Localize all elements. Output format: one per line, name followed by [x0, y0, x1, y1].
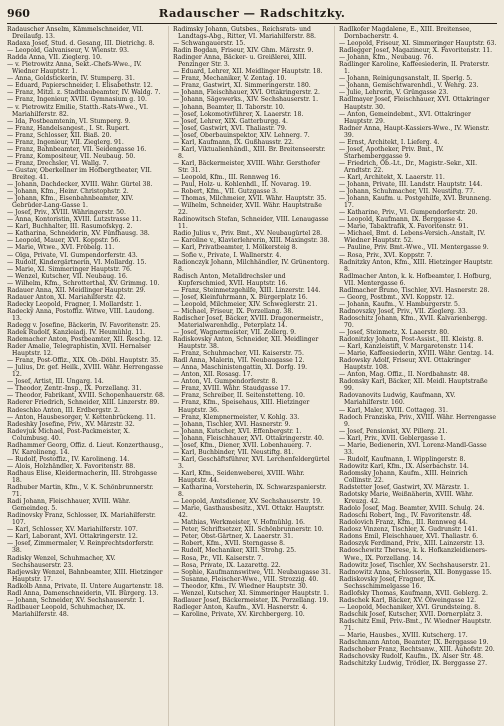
directory-entry: Radin Bogdan, Friseur, XIV. Ghm. Märzstr. 9.	[173, 47, 314, 55]
directory-entry: Radomsky Johann, Kaufm., XIII. Heinrich Collinstr. 22.	[339, 469, 468, 484]
directory-entry: — Anton, XII. Rosasg. 17.	[173, 371, 253, 379]
directory-entry: — Peter, Obst-Gärtner, X. Laaerstr. 31.	[173, 533, 294, 541]
directory-entry: — Anton, Mag. Offiz., II. Nordbahnstr. 48.	[339, 371, 470, 379]
directory-entry: — Johann, Tischler, XVI. Hasnerstr. 9.	[173, 420, 291, 428]
directory-entry: Radolo Josef, Mag. Beamter, XVIII. Schulg. 24.	[339, 505, 485, 513]
directory-entry: Radinovsky Franz, Schlosser, IX. Mariahilferstr. 107.	[7, 512, 156, 527]
directory-entry: — Karl, Laborant, XVI. Ottakringerstr. 12.	[7, 533, 138, 541]
directory-entry: — Wenzel, Kutscher, VII. Neubaug. 16.	[7, 272, 128, 280]
directory-entry: Radiskovsky Josef, Fragner, IX. Sechsschimmelgasse 16.	[339, 575, 436, 590]
directory-entry: — Anton, Gemeindebmt., XVI. Ottakringer Hauptstr. 29.	[339, 110, 471, 125]
directory-entry: — Johann, Private, III. Landstr. Hauptstr. 144.	[339, 181, 483, 189]
directory-entry: — Marie, XI. Simmeringer Hauptstr. 76.	[7, 265, 132, 273]
directory-entry: — Leopold, Friseur, XI. Simmeringer Hauptstr. 63.	[339, 40, 497, 48]
directory-entry: Radegg v. Josefine, Bäckerin, IV. Favoritenstr. 25.	[7, 321, 161, 329]
directory-entry: — Sophie, Kaufmannswitwe, VII. Neubaugasse 31.	[173, 568, 331, 576]
directory-entry: — Johann, Reinigungsanstalt, II. Sperlg. 5.	[339, 75, 473, 83]
directory-entry: Radschitzky Ludwig, Trödler, IX. Berggasse 27.	[339, 660, 488, 668]
directory-entry: — Marie, Wtwe., XVI. Fröbelg. 11.	[7, 244, 115, 252]
directory-entry: Radonsky Karl, Bäcker, XII. Meidl. Hauptstraße 99.	[339, 378, 488, 393]
directory-entry: — Franz, Bahnbeamter, VII. Seidengasse 16.	[7, 145, 147, 153]
directory-entry: Radeschko Anton, III. Erdbergstr. 2.	[7, 406, 120, 414]
directory-entry: — Karl, Privatbeamter, I. Mölkersteig 8.	[173, 244, 298, 252]
directory-entry: — Anton, Hausbesorger, V. Kettenbrückeng. 11.	[7, 413, 156, 421]
directory-entry: — Josef, Steinmetz, X. Laaerstr. 80.	[339, 329, 450, 337]
directory-entry: — Karl, Geschäftsführer, XVI. Lerchenfeldergürtel 3.	[173, 455, 330, 470]
directory-entry: — Leopold, Kfm., III. Rennweg 16.	[173, 173, 281, 181]
directory-entry: — Anna, Goldstickerin, IV. Stumperg. 31.	[7, 75, 135, 83]
directory-entry: — Franz, Schlosser, XII. Biaß. 20.	[7, 131, 112, 139]
directory-entry: Radotsky Marie, Weißnäherin, XVIII. Währ. Kreuzg. 42.	[339, 491, 474, 506]
directory-entry: — Karl, Kanzleistift, V. Margaretenstr. 114.	[339, 343, 474, 351]
directory-entry: Radisky Wenzel, Schuhmacher, XV. Sechshauserstr. 23.	[7, 554, 116, 569]
directory-entry: — Josef, Wagnermeister, VII. Zollerg. 9.	[173, 329, 297, 337]
directory-entry: — Johann, Fleischhauer, XVI. Ottakringerstr. 2.	[173, 89, 320, 97]
directory-entry: Radecký Anna, Postoffiz. Witwe, VIII. Laudong. 13.	[7, 307, 155, 322]
directory-entry: — Marie, Kaffeesiederin, XVIII. Währ. Gentzg. 14.	[339, 350, 494, 358]
directory-entry: Radosz Vinzenz, Tischler, X. Gudrunstr. 141.	[339, 526, 478, 534]
directory-entry: — Alois, Holzhändler, X. Favoritenstr. 88.	[7, 462, 136, 470]
directory-entry: Radnitzky Anton, Kfm., XIII. Hietzinger Hauptstr. 8.	[339, 258, 493, 273]
directory-entry: — Friedrich, Ob.-Lt., Dr., Magistr.-Sekr., XII. Arndtstr. 22.	[339, 159, 478, 174]
directory-entry: — Johann, Sägewerks., XIV. Sechshauserstr. 1.	[173, 96, 319, 104]
directory-entry: — Theodor, Fabrikant, XVIII. Schopenhauerstr. 68.	[7, 392, 165, 400]
directory-entry: — Rudolf, Kindergärtnerin, VI. Mollardg. 15.	[7, 258, 147, 266]
directory-entry: — Rosa, Pr., VII. Kaiserstr. 7.	[173, 554, 264, 562]
directory-entry: — Anna, Maschinistengattin, XI. Dorfg. 19.	[173, 364, 308, 372]
directory-entry: — Schwangauerstr. 15.	[173, 40, 246, 48]
directory-entry: Radschovsky Rudolf, Kaufm., IX. Alser Str. 48.	[339, 653, 484, 661]
directory-entry: — Johann, Gemischtwarenhdl., V. Wehrg. 23.	[339, 82, 479, 90]
directory-entry: — v. Pietrowitz Anna, Sekt.-Chefs-Wwe., IV. Wiedner Hauptstr. 1.	[7, 61, 142, 76]
directory-entry: — Josef, Gastwirt, XVI. Thaliastr. 79.	[173, 124, 287, 132]
directory-entry: — Karl, Buchbinder, VII. Neustiftg. 81.	[173, 448, 294, 456]
directory-entry: — Josef, Kfm., Diener, XVII. Lobenhauerg. 7.	[173, 441, 312, 449]
directory-entry: — Karl, Priv., XVII. Geblergasse 1.	[339, 434, 446, 442]
directory-entry: — Johann, Kfm., Heinr. Christophstr. 2.	[7, 188, 129, 196]
directory-entry: — Karl, Schlosser, XV. Mariahilferstr. 107.	[7, 526, 138, 534]
directory-entry: — Peter, Schriftsetzer, XII. Schönbrunnerstr. 10.	[173, 526, 324, 534]
directory-entry: — Karl, Architekt, X. Laaerstr. 11.	[339, 173, 445, 181]
directory-entry: — Wilhelm, Kfm., Schrotterthal, XV. Grimmg. 10.	[7, 279, 160, 287]
directory-entry: — Susanne, Fleischer-Wwe., VIII. Strozzig. 40.	[173, 575, 319, 583]
directory-entry: — Julie, Lehrerin, V. Grüngasse 23.	[339, 89, 449, 97]
directory-entry: — Leopold, Amtsdiener, XV. Sechshauserstr. 19.	[173, 498, 322, 506]
directory-entry: — Leopold, Mechaniker, XVI. Grundsteing. 8.	[339, 603, 481, 611]
directory-entry: Radoschi Robert, Ing., IV. Favoritenstr. 48.	[339, 512, 472, 520]
directory-entry: — Ida, Postbeamtenin, VI. Stumperg. 9.	[7, 117, 131, 125]
directory-entry: — Rosa, Private, IX. Lazarettg. 22.	[173, 561, 281, 569]
directory-entry: Radlauer Josef, Bäckermeister, IX. Porzellang. 19.	[173, 596, 329, 604]
directory-entry: — Katharine, Priv., VI. Gumpendorferstr. 20.	[339, 209, 478, 217]
directory-entry: — Johann, Kaufm. u. Postgehilfe, XVI. Brunneng. 17.	[339, 195, 492, 210]
directory-entry: Radl Anna, Damenschneiderin, VII. Bürgerg. 13.	[7, 589, 159, 597]
directory-entry: — Franz, Mitzl. z. Stadtbaubeamter, IV. Waldg. 7.	[7, 89, 161, 97]
directory-entry: Radschik Josef, Kutscher, XVII. Dornerplatz 3.	[339, 610, 483, 618]
directory-entry: Radiskovsky Anton, Schneider, XII. Meidlinger Hauptstr. 38.	[173, 336, 319, 351]
directory-entry: Radio Julius v., Priv. Bmt., XV. Neubaugürtel 28.	[173, 230, 323, 238]
directory-entry: Radowitz Josef, Tischler, XV. Sechshauserstr. 21.	[339, 561, 491, 569]
directory-entry: — Franz, Klempnermeister, V. Kohlg. 33.	[173, 413, 300, 421]
directory-entry: — Franz, Kfm., Speisehaus, XIII. Hietzinger Hauptstr. 36.	[173, 399, 310, 414]
directory-entry: Radschober Franz, Rechtsanw., XIII. Auhofstr. 20.	[339, 646, 495, 654]
directory-entry: — Marie, Gasthausbesitz., XVI. Ottakr. Hauptstr. 42.	[173, 505, 325, 520]
directory-entry: — Robert, Kfm., VII. Gutzgasse 3.	[173, 188, 278, 196]
directory-entry: — Marie, Tabaktrafik, X. Favoritenstr. 91.	[339, 223, 469, 231]
directory-entry: — Ernst, Architekt, I. Lieferg. 4.	[339, 138, 440, 146]
directory-entry: Radleger Anton, Kaufm., XVI. Hasnerstr. 4.	[173, 603, 308, 611]
directory-entry: — Franz, Mechaniker, V. Zentag. 10.	[173, 75, 287, 83]
directory-entry: — Karoline, Private, XV. Kirchbergerg. 10.	[173, 610, 305, 618]
directory-entry: — Franz, Schreiber, II. Seitenstetteng. 10.	[173, 392, 305, 400]
directory-column-1	[7, 26, 169, 726]
directory-entry: Radhammer Georg, Offiz. d. Lieut. Konzerthausg., IV. Karolineng. 14.	[7, 441, 164, 456]
directory-entry: Rademacher Anton, Postbeamter, XII. Reschg. 12.	[7, 336, 163, 344]
directory-entry: Radauer Anton, XI. Mariahilferstr. 42.	[7, 293, 126, 301]
directory-entry: Radhuber Martin, Kfm., V. K. Schönbrunnerstr. 71.	[7, 484, 154, 499]
directory-entry: — Wenzel, Kutscher, XI. Simmeringer Hauptstr. 1.	[173, 589, 329, 597]
directory-entry: — Thomas, Milchmeier, XVII. Währ. Hauptstr. 35.	[173, 195, 327, 203]
directory-entry: Radecky Leopold, Fragner, I. Mollardstr. 1.	[7, 300, 142, 308]
directory-entry: — Anna, Kontoristin, XVIII. Lutzstrasse 11.	[7, 216, 142, 224]
directory-entry: — Josef, Artist, III. Ungarg. 14.	[7, 378, 104, 386]
directory-entry: Radschmann Anton, Beamter, IX. Berggasse 19.	[339, 639, 489, 647]
directory-entry: Radlmacher Bruno, Tischler, XVI. Hasnerstr. 28.	[339, 286, 490, 294]
page-header	[7, 6, 497, 22]
directory-columns	[7, 26, 497, 726]
directory-entry: Radnowitz Anna, Schlosserin, XII. Bonygasse 15.	[339, 568, 492, 576]
directory-entry: Radischer Josef, Bäcker, XVIII. Dragonermeistr., Materialwarenhdlg., Peterplatz 14.	[173, 314, 324, 329]
directory-column-3	[339, 26, 497, 726]
directory-entry: — Franz, Post-Offiz., XIX. Ob.-Döbl. Hauptstr. 35.	[7, 357, 161, 365]
directory-entry: Radimsky Johann, Gutsbes., Reichsrats- und Landtags-Abg., Ritter, VI. Mariahilferstr. 88.	[173, 26, 316, 41]
directory-entry: Radek Rudolf, Kanzleiadj. IV. Heumühlg. 11.	[7, 329, 146, 337]
directory-entry: — v. Pietrowitz Emilie, Statth.-Rats-Wwe., VI. Mariahilferstr. 82.	[7, 103, 149, 118]
directory-entry: Radhaus Elise, Kleidermacherin, III. Strohgasse 18.	[7, 469, 158, 484]
directory-entry: Radisch Anton, Metalldrechsler und Kupferschmied, XVII. Hauptstr. 16.	[173, 272, 288, 287]
directory-entry: — Johann, Schuhmacher, VII. Neustiftg. 77.	[339, 188, 475, 196]
directory-entry: Radda Anna, VII. Zieglerg. 10.	[7, 54, 102, 62]
directory-entry: Radlofsky Thomas, Kaufmann, XVII. Geblerg. 2.	[339, 589, 488, 597]
directory-entry: — Franz, Ingenieur, VII. Zieglerg. 91.	[7, 138, 124, 146]
directory-entry: — Franz, Steinmetzgehilfe, XIII. Linzerstr. 144.	[173, 286, 321, 294]
directory-entry: Radlbauer Leopold, Schuhmacher, IX. Mariahilferstr. 48.	[7, 603, 126, 618]
directory-entry: Radoschewitz Therese, k. k. Hofkanzleidieners-Wwe., IX. Porzellang. 14.	[339, 547, 488, 562]
directory-entry: — Karl, Maler, XVIII. Cottageg. 31.	[339, 406, 448, 414]
directory-entry: — Rudolf, Mechaniker, XIII. Strohg. 25.	[173, 547, 297, 555]
directory-entry: Radjewsky Wenzel, Bahnbeamter, XIII. Hietzinger Hauptstr. 17.	[7, 568, 163, 583]
header-rule	[7, 23, 497, 24]
directory-entry: — Leopold, Milchmeier, XIV. Schweglerstr. 21.	[173, 300, 318, 308]
directory-entry: Radonitzky Johann, Post-Assist., III. Kleistg. 8.	[339, 336, 484, 344]
directory-entry: — Franz, Drechsler, VI. Wallg. 7.	[7, 159, 109, 167]
directory-entry: — Karl, Bäckermeister, XVIII. Währ. Gersthofer Str. 31.	[173, 159, 321, 174]
directory-entry: — Johann, Dachdecker, XVIII. Währ. Gürtel 38.	[7, 181, 153, 189]
directory-entry: — Johann, Kutscher, XVI. Effenbergstr. 1.	[173, 427, 302, 435]
directory-entry: — Gustav, Oberkellner im Hofbergtheater, VII. Breiteg. 41.	[7, 166, 152, 181]
directory-entry: — Josef, Apotheker, Priv. Bmt., IV. Starhemberggasse 9.	[339, 145, 444, 160]
directory-entry: — Marie, Hausbes., XVIII. Kutscherg. 17.	[339, 632, 468, 640]
directory-entry: — Karl, Kfm., Seidenweberei, XVIII. Währ. Hauptstr. 44.	[173, 469, 305, 484]
directory-entry: — Eduard, Papierschneider, I. Elisabethstr. 12.	[7, 82, 153, 90]
directory-entry: Radaxa Josef, Stud. d. Gesang, III. Dietrichg. 8.	[7, 40, 155, 48]
directory-entry: — Franz, Kompositeur, VII. Neubaug. 50.	[7, 152, 136, 160]
directory-entry: Rader Amalie, Telegraphistin, XVII. Hernalser Hauptstr. 12.	[7, 343, 151, 358]
directory-entry: — Franz, Ingenieur, XVIII. Gymnasium g. 10.	[7, 96, 147, 104]
directory-entry: — Josef, Priv., XVIII. Währingerstr. 50.	[7, 209, 126, 217]
directory-entry: — Leopold, Galvaniseur, V. Wienstr. 93.	[7, 47, 129, 55]
directory-entry: — Olga, Private, VI. Gumpendorferstr. 43.	[7, 251, 138, 259]
directory-entry: — Johann, Kfm., Eisenbahnbeamter, XIV. Gebrüder-Lang-Gasse 1.	[7, 195, 134, 210]
directory-entry: — Karl, Buchhalter, III. Rasumofskyg. 2.	[7, 223, 133, 231]
directory-entry: — Theodor, Kfm., IV. Wiedner Hauptstr. 30.	[173, 582, 308, 590]
directory-entry: — Johann, Kaufm., V. Hamburgerstr. 5.	[339, 300, 460, 308]
directory-entry: — Katharina, Vorsteherin, IX. Schwarzspanierstr. 8.	[173, 484, 327, 499]
directory-column-2	[173, 26, 335, 726]
directory-entry: — Michael, Bmt. d. Lebens-Versich.-Anstalt, IV. Wiedner Hauptstr. 52.	[339, 230, 486, 245]
directory-entry: — Franz, Handelsangest., I. St. Rupert.	[7, 124, 130, 132]
directory-entry: — Rudolf, Postoffiz., IV. Karolineng. 14.	[7, 455, 130, 463]
directory-entry: Radkolb Anna, Private, II. Untere Augartenstr. 18.	[7, 582, 164, 590]
running-head: Radauscher — Radschitzky.	[158, 6, 346, 20]
directory-entry: Radi Johann, Fleischhauer, XVIII. Währ. Gemeindeg. 5.	[7, 498, 131, 513]
directory-entry: — Johann, Schneider, XV. Sechshauserstr. 1.	[7, 596, 145, 604]
directory-entry: — Anton, VI. Gumpendorferstr. 8.	[173, 378, 278, 386]
directory-entry: — Robert, Kfm., XVII. Sterngasse 8.	[173, 540, 285, 548]
directory-entry: — Karl, Viktualienhändl., XIII. Br. Breitenseerstr. 8.	[173, 145, 326, 160]
directory-entry: — Leopold, Kaufmann, IX. Berggasse 4.	[339, 216, 463, 224]
directory-entry: Radlinger Karoline, Kaffeesiederin, II. Praterstr. 1.	[339, 61, 490, 76]
directory-entry: Radoszyk Ferdinand, Priv., XIII. Lainzerstr. 13.	[339, 540, 485, 548]
directory-entry: Radl Anna, Malerin, VII. Neubaugasse 12.	[173, 357, 305, 365]
directory-entry: — Michael, Friseur, IX. Porzellang. 38.	[173, 307, 294, 315]
directory-entry: — Rosa, Priv., XVI. Koppstr. 7.	[339, 251, 433, 259]
directory-entry: Radner Anna, Haupt-Kassiers-Wwe., IV. Wienstr. 39.	[339, 124, 490, 139]
directory-entry: Raderer Friedrich, Schneider, XIII. Linzerstr. 89.	[7, 399, 160, 407]
directory-entry: Radlmacher Anton, k. k. Hofbeamter, I. Hofburg, VII. Mentergasse 6.	[339, 272, 492, 287]
directory-entry: — Katharina, Schneiderin, XV. Fünfhausg. 38.	[7, 230, 150, 238]
directory-entry: Radionczyk Johann, Milchhändler, IV. Grünentorg. 8.	[173, 258, 330, 273]
directory-entry: — Franz, Schuhmacher, VII. Kaiserstr. 75.	[173, 350, 304, 358]
directory-entry: — Josef, Zimmermaler, V. Reinprechtsdorferstr. 38.	[7, 540, 154, 555]
directory-entry: — Josef, Pensionist, XV. Pillerg. 21.	[339, 427, 448, 435]
directory-entry: Radinowitsch Stefan, Schneider, VIII. Lenaugasse 11.	[173, 216, 329, 231]
directory-entry: — Franz, Gastwirt, XI. Simmeringerstr. 180.	[173, 82, 311, 90]
directory-entry: — Sofie v., Private, I. Wallnerstr. 4.	[173, 251, 282, 259]
directory-entry: — Rudolf, Kaufmann, I. Wipplingerstr. 8.	[339, 455, 466, 463]
directory-entry: — Wilhelm, Schneider, XVII. Währ. Hauptstraße 22.	[173, 202, 322, 217]
directory-entry: Radstetter Josef, Gastwirt, XV. Märzstr. 1.	[339, 484, 470, 492]
directory-entry: — Marie, Bedienerin, XVI. Lorenz-Mandl-Gasse 33.	[339, 441, 487, 456]
directory-entry: — Leopold, Mauer, XVI. Koppstr. 56.	[7, 237, 121, 245]
page-number: 960	[7, 7, 30, 20]
directory-entry: — Josef, Kleinfuhrmann, X. Bürgerplatz 16.	[173, 293, 308, 301]
directory-entry: — Julius, Dr. gef. Heilk., XVIII. Währ. Herrengasse 12.	[7, 364, 164, 379]
directory-entry: — Josef, Lehrer, XIX. Gatterburgg. 4.	[173, 117, 288, 125]
directory-entry: Radevjuk Michael, Post-Packmeister, X. Columbusg. 40.	[7, 427, 130, 442]
directory-entry: — Josef, Lokomotivführer, X. Laaerstr. 18.	[173, 110, 304, 118]
directory-entry: Radoschitz Johann, Kfm., XVII. Kalvarienbergg. 70.	[339, 314, 488, 329]
directory-entry: Radons Emil, Fleischhauer, XVI. Thaliastr. 6.	[339, 533, 479, 541]
directory-entry: — Johann, Beamter, II. Taborstr. 10.	[173, 103, 285, 111]
directory-entry: Radowitz Karl, Kfm., IX. Alserbachstr. 14.	[339, 462, 469, 470]
directory-entry: Radolovich Franz, Kfm., III. Rennweg 44.	[339, 519, 468, 527]
directory-entry: — Georg, Postbmt., XVI. Koppstr. 12.	[339, 293, 455, 301]
directory-entry: — Franz, XVIII. Währ. Staudgasse 17.	[173, 385, 291, 393]
directory-entry: Radlmayer Josef, Fleischhauer, XVI. Ottakringer Hauptstr. 30.	[339, 96, 490, 111]
directory-entry: — Karl, Kaufmann, IX. Gußhausstr. 22.	[173, 138, 294, 146]
directory-entry: Radoch Franziska, Priv., XVIII. Währ. Herrengasse 9.	[339, 413, 496, 428]
directory-entry: — Eduard, Lehrer, XII. Meidlinger Hauptstr. 18.	[173, 68, 323, 76]
directory-entry: — Pauline, Priv. Bmt.-Wwe., VII. Mentergasse 9.	[339, 244, 489, 252]
directory-entry: Radlkofer Magdalene, E., XIII. Breitensee, Dornbacherstr. 4.	[339, 26, 472, 41]
directory-entry: — Josef, Oberbauinspektor, XIV. Lehnerg. 7.	[173, 131, 310, 139]
directory-entry: Radlegger Josef, Magazineur, X. Favoritenstr. 11.	[339, 47, 493, 55]
directory-entry: Radnovszky Josef, Priv., VII. Zieglerg. 33.	[339, 307, 468, 315]
directory-entry: Radauer Anna, XII. Meidlinger Hauptstr. 29.	[7, 286, 146, 294]
directory-entry: — Johann, Kfm., Neubaug. 76.	[339, 54, 434, 62]
directory-entry: — Theodor, Zentr.-Insp., IX. Porzellang. 31.	[7, 385, 142, 393]
directory-entry: Radschek Karl, Bäcker, XV. Ölweingasse 12.	[339, 596, 477, 604]
directory-entry: — Karoline v., Klavierlehrerin, XIII. Maxingstr. 38.	[173, 237, 330, 245]
directory-entry: Radovanovits Ludwig, Kaufmann, XV. Mariahilferstr. 160.	[339, 392, 456, 407]
directory-entry: Radschitz Emil, Priv.-Bmt., IV. Wiedner Hauptstr. 71.	[339, 617, 492, 632]
directory-entry: Radeshky Josefine, Priv., XV. Märzstr. 32.	[7, 420, 135, 428]
directory-entry: — Johann, Fleischhauer, XVI. Ottakringerstr. 40.	[173, 434, 324, 442]
directory-entry: Radowsky Adolf, Friseur, XVI. Ottakringer Hauptstr. 108.	[339, 357, 471, 372]
directory-entry: — Mathias, Werkmeister, V. Hofmühlg. 16.	[173, 519, 305, 527]
directory-entry: — Paul, Holz- u. Kohlenhdl., II. Novarag. 19.	[173, 181, 312, 189]
directory-entry: Radinger Anna, Bäcker- u. Greißlerei, XIII. Penzinger Str. 3.	[173, 54, 307, 69]
directory-entry: Radauscher Anselm, Kämmelschneider, VII. Dreilaufg. 13.	[7, 26, 144, 41]
